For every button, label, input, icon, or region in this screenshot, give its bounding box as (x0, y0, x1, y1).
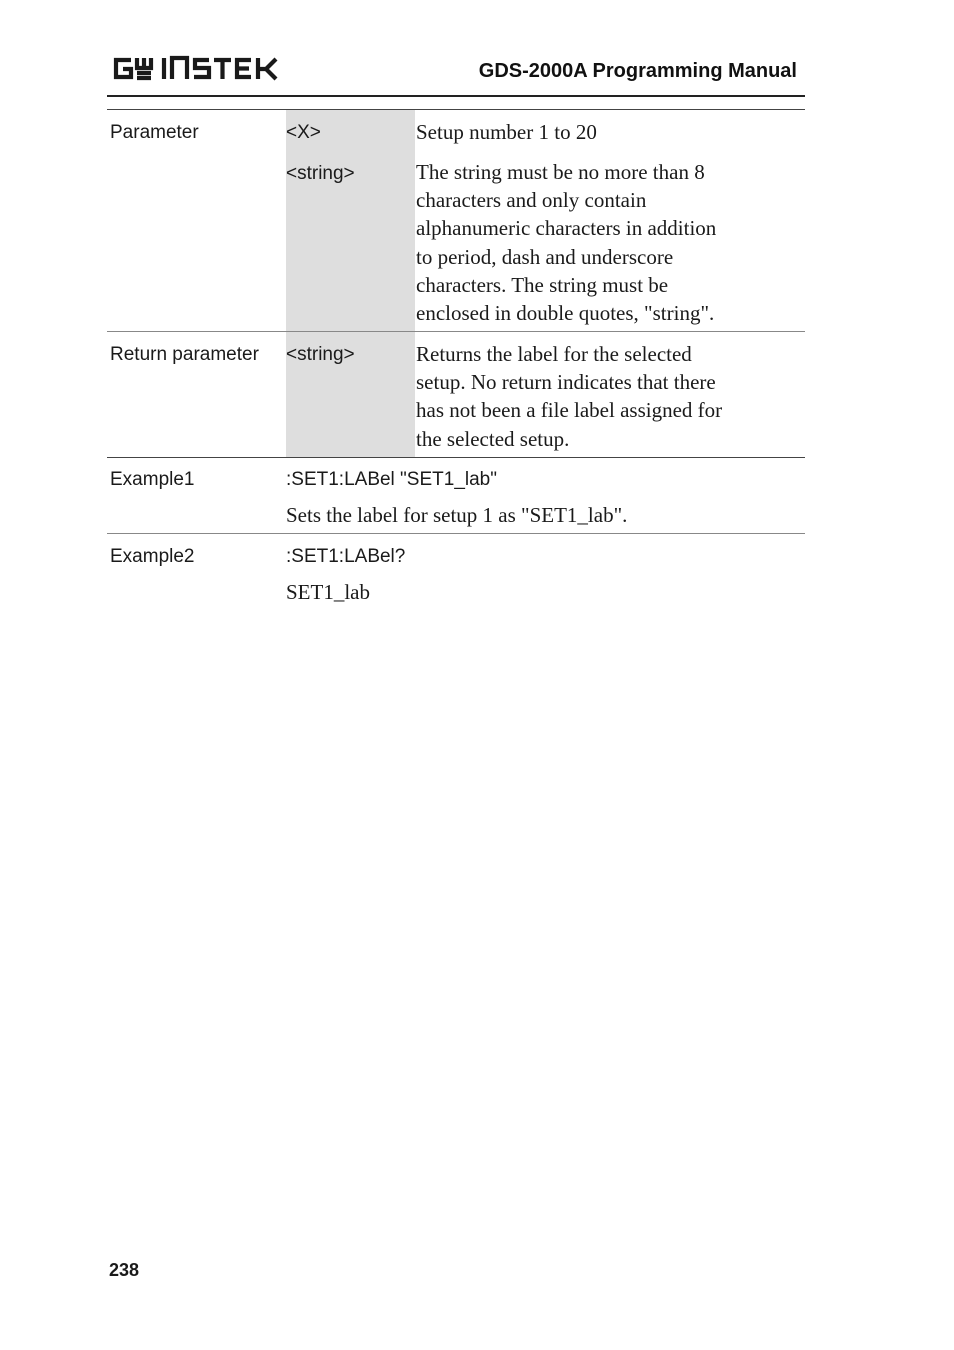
parameter-label: Parameter (110, 122, 199, 143)
example2-label: Example2 (110, 546, 195, 567)
example1-description: Sets the label for setup 1 as "SET1_lab". (286, 503, 628, 527)
return-param-string: <string> (286, 344, 355, 365)
param-string: <string> (286, 163, 355, 184)
header-rule (107, 95, 805, 97)
description-line: setup. No return indicates that there (416, 370, 716, 395)
description-line: to period, dash and underscore (416, 244, 674, 269)
param-string-description (416, 158, 796, 327)
param-x: <X> (286, 122, 321, 143)
table-top-rule (107, 109, 805, 110)
page-number: 238 (109, 1260, 140, 1280)
description-line: Returns the label for the selected (416, 342, 692, 366)
row-divider (107, 533, 805, 534)
description-line: characters and only contain (416, 188, 647, 213)
example2-command: :SET1:LABel? (286, 546, 406, 567)
description-line: the selected setup. (416, 426, 570, 451)
description-line: characters. The string must be (416, 272, 669, 297)
row-divider (107, 457, 805, 458)
description-line: The string must be no more than 8 (416, 160, 705, 184)
param-x-description: Setup number 1 to 20 (416, 120, 597, 144)
return-description (416, 340, 796, 453)
brand-logo (110, 52, 282, 84)
description-line: has not been a file label assigned for (416, 398, 723, 423)
return-parameter-label: Return parameter (110, 344, 259, 365)
manual-title: GDS-2000A Programming Manual (478, 60, 797, 82)
description-line: alphanumeric characters in addition (416, 216, 717, 241)
example2-response: SET1_lab (286, 580, 370, 604)
row-divider (107, 331, 805, 332)
example1-command: :SET1:LABel "SET1_lab" (286, 469, 497, 490)
example1-label: Example1 (110, 469, 195, 490)
description-line: enclosed in double quotes, "string". (416, 301, 715, 326)
